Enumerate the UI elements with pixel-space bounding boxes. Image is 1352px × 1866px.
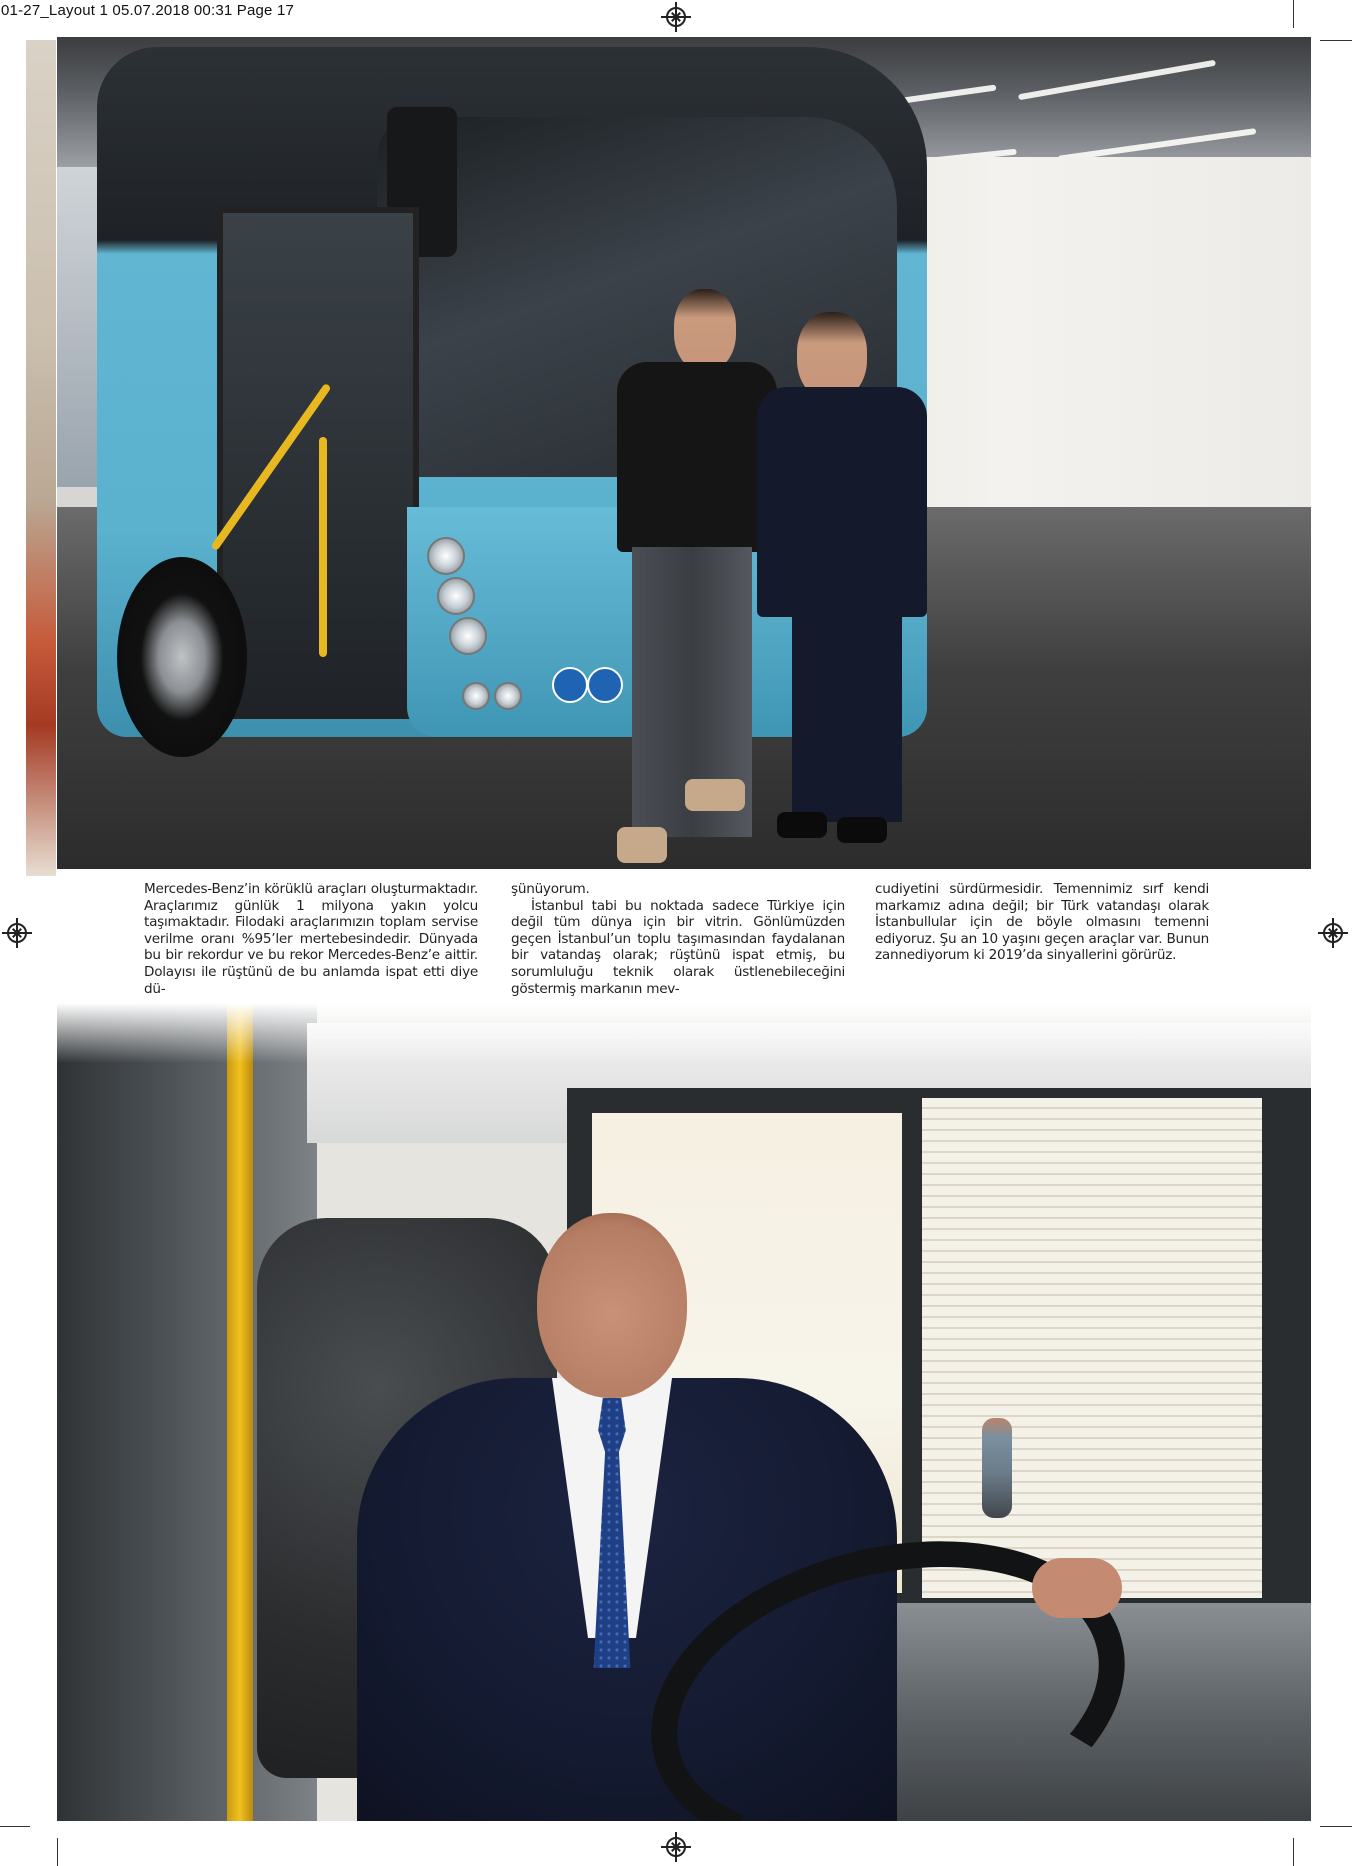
headlight-icon	[427, 537, 465, 575]
article-column-1	[144, 881, 478, 997]
paragraph: Mercedes-Benz’in körüklü araçları oluşturmaktadır. Araçlarımız günlük 1 milyona yakın yolcu taşımaktadır. Filodaki araçlarımızın toplam servise verilme oranı %95’ler mertebesindedir. Dünyada bu bir rekordur ve bu rekor Mercedes-Benz’e aittir. Dolayısı ile rüştünü de bu anlamda ispat etti diye dü-	[144, 881, 478, 997]
crop-line	[1320, 1826, 1352, 1827]
paragraph: şünüyorum.	[511, 881, 590, 897]
bus-door	[217, 207, 419, 719]
bus-wheel	[117, 557, 247, 757]
article-column-3	[875, 881, 1209, 997]
paragraph: cudiyetini sürdürmesidir. Temennimiz sırf kendi markamız adına değil; bir Türk vatandaşı olarak İstanbullular için de böyle olmasını temenni ediyoruz. Şu an 10 yaşını geçen araçlar var. Bunun zannediyorum ki 2019’da sinyallerini görürüz.	[875, 881, 1209, 964]
crop-line	[57, 1838, 58, 1866]
print-slug: 01-27_Layout 1 05.07.2018 00:31 Page 17	[1, 2, 295, 19]
pedestrian-sign-icon	[587, 667, 623, 703]
driver-hand	[1032, 1558, 1122, 1618]
paragraph: İstanbul tabi bu noktada sadece Türkiye için değil tüm dünya için bir vitrin. Gönlümüzden geçen İstanbul’un toplu taşımasından faydalanan bir vatandaş olarak; rüştünü ispat etmiş, bu sorumluluğu teknik olarak üstlenebileceğini göstermiş markanın mev-	[511, 897, 845, 997]
registration-mark-left-icon	[7, 923, 27, 943]
crop-line	[1293, 1838, 1294, 1866]
crop-line	[1293, 0, 1294, 28]
stroller-sign-icon	[552, 667, 588, 703]
registration-mark-right-icon	[1323, 923, 1343, 943]
pedestrian-outside	[982, 1418, 1012, 1518]
bus-exterior-photo	[57, 37, 1311, 869]
fog-light-icon	[462, 682, 490, 710]
door-handrail	[319, 437, 327, 657]
yellow-handrail	[227, 1003, 253, 1821]
registration-mark-bottom-icon	[666, 1837, 686, 1857]
bus-driver-photo	[57, 1003, 1311, 1821]
headlight-icon	[449, 617, 487, 655]
crop-line	[1320, 40, 1352, 41]
fog-light-icon	[494, 682, 522, 710]
headlight-icon	[437, 577, 475, 615]
article-column-2	[511, 881, 845, 997]
photo-top-fade	[57, 1003, 1311, 1063]
windshield-right	[922, 1098, 1262, 1598]
registration-mark-top-icon	[666, 7, 686, 27]
crop-line	[0, 1826, 30, 1827]
driver-head	[537, 1213, 687, 1398]
facing-page-edge	[26, 40, 56, 876]
article-body	[144, 881, 1209, 997]
